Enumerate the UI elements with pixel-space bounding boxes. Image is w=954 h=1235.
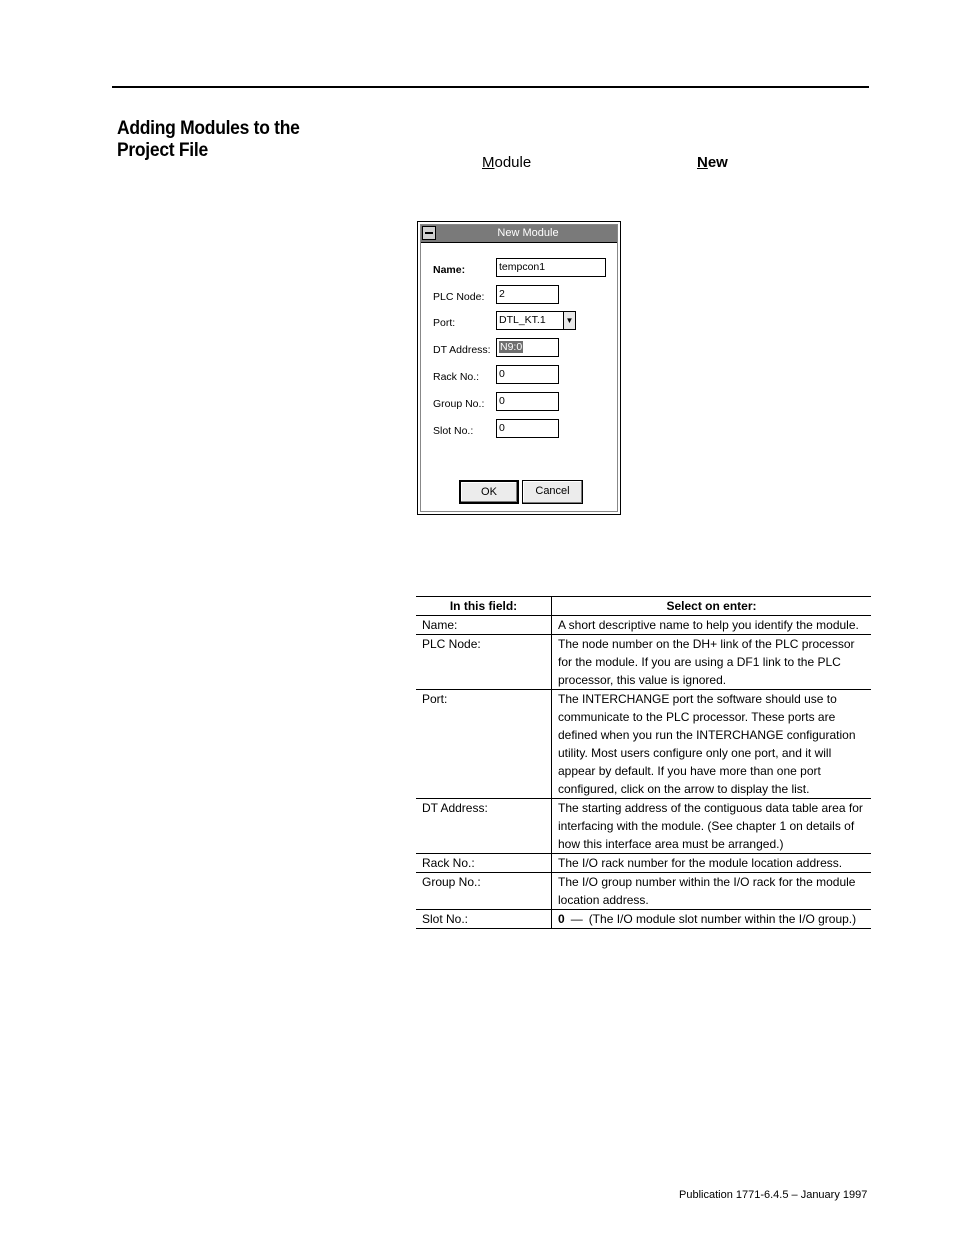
port-value: DTL_KT.1 — [499, 314, 546, 326]
row-field: Slot No.: — [416, 910, 552, 929]
dt-address-input[interactable] — [496, 338, 559, 357]
header-enter: Select on enter: — [552, 597, 872, 616]
dialog-titlebar[interactable] — [421, 225, 617, 243]
menu-module-hotkey: M — [482, 154, 495, 171]
plc-node-label: PLC Node: — [433, 291, 485, 303]
slot-default-value: 0 — [558, 912, 565, 926]
group-label: Group No.: — [433, 398, 485, 410]
rack-label: Rack No.: — [433, 371, 480, 383]
rack-input[interactable]: 0 — [496, 365, 559, 384]
slot-desc-text: (The I/O module slot number within the I/O group.) — [588, 912, 857, 926]
table-row — [416, 799, 871, 854]
slot-input[interactable]: 0 — [496, 419, 559, 438]
row-desc: A short descriptive name to help you identify the module. — [552, 616, 872, 635]
row-field: Port: — [416, 690, 552, 799]
name-input[interactable]: tempcon1 — [496, 258, 606, 277]
em-dash: — — [570, 912, 583, 926]
row-desc: The I/O rack number for the module location address. — [552, 854, 872, 873]
row-field: Rack No.: — [416, 854, 552, 873]
menu-new-hotkey: N — [697, 154, 708, 171]
header-field: In this field: — [416, 597, 552, 616]
port-label: Port: — [433, 317, 456, 329]
menu-item-module — [482, 154, 531, 171]
dialog-title: New Module — [497, 227, 559, 239]
dialog-frame — [420, 224, 618, 512]
name-label: Name: — [433, 264, 466, 276]
plc-node-input[interactable]: 2 — [496, 285, 559, 304]
menu-module-rest: odule — [494, 154, 532, 171]
header-rule — [112, 86, 869, 88]
cancel-button[interactable]: Cancel — [522, 480, 583, 504]
menu-item-new — [697, 154, 728, 171]
row-desc: The starting address of the contiguous data table area for interfacing with the module. (See chapter 1 on details of how this interface area must be arranged.) — [552, 799, 872, 854]
table-header-row — [416, 597, 871, 616]
row-desc — [552, 910, 872, 929]
row-field: DT Address: — [416, 799, 552, 854]
row-desc: The INTERCHANGE port the software should use to communicate to the PLC processor. These ports are defined when you run the INTERCHANGE configuration utility. Most users configure only one port, and it will appear by default. If you have more than one port configured, click on the arrow to display the list. — [552, 690, 872, 799]
table-row — [416, 873, 871, 910]
dt-address-value: N9:0 — [500, 341, 523, 353]
section-title — [117, 118, 300, 162]
row-desc: The node number on the DH+ link of the PLC processor for the module. If you are using a DF1 link to the PLC processor, this value is ignored. — [552, 635, 872, 690]
ok-button[interactable]: OK — [459, 480, 519, 504]
dropdown-arrow-icon[interactable]: ▼ — [563, 312, 575, 329]
new-module-dialog — [417, 221, 621, 515]
slot-label: Slot No.: — [433, 425, 474, 437]
table-row — [416, 690, 871, 799]
row-field: Name: — [416, 616, 552, 635]
table-row — [416, 854, 871, 873]
menu-new-rest: ew — [707, 154, 728, 171]
field-description-table — [416, 596, 871, 929]
section-title-line1: Adding Modules to the — [117, 118, 300, 139]
publication-footer: Publication 1771-6.4.5 – January 1997 — [679, 1189, 868, 1201]
group-input[interactable]: 0 — [496, 392, 559, 411]
row-desc: The I/O group number within the I/O rack for the module location address. — [552, 873, 872, 910]
system-menu-icon[interactable] — [422, 226, 436, 240]
port-select[interactable] — [496, 311, 576, 330]
table-row — [416, 616, 871, 635]
table-row — [416, 910, 871, 929]
dt-address-label: DT Address: — [433, 344, 491, 356]
row-field: Group No.: — [416, 873, 552, 910]
table-row — [416, 635, 871, 690]
section-title-line2: Project File — [117, 140, 208, 161]
row-field: PLC Node: — [416, 635, 552, 690]
